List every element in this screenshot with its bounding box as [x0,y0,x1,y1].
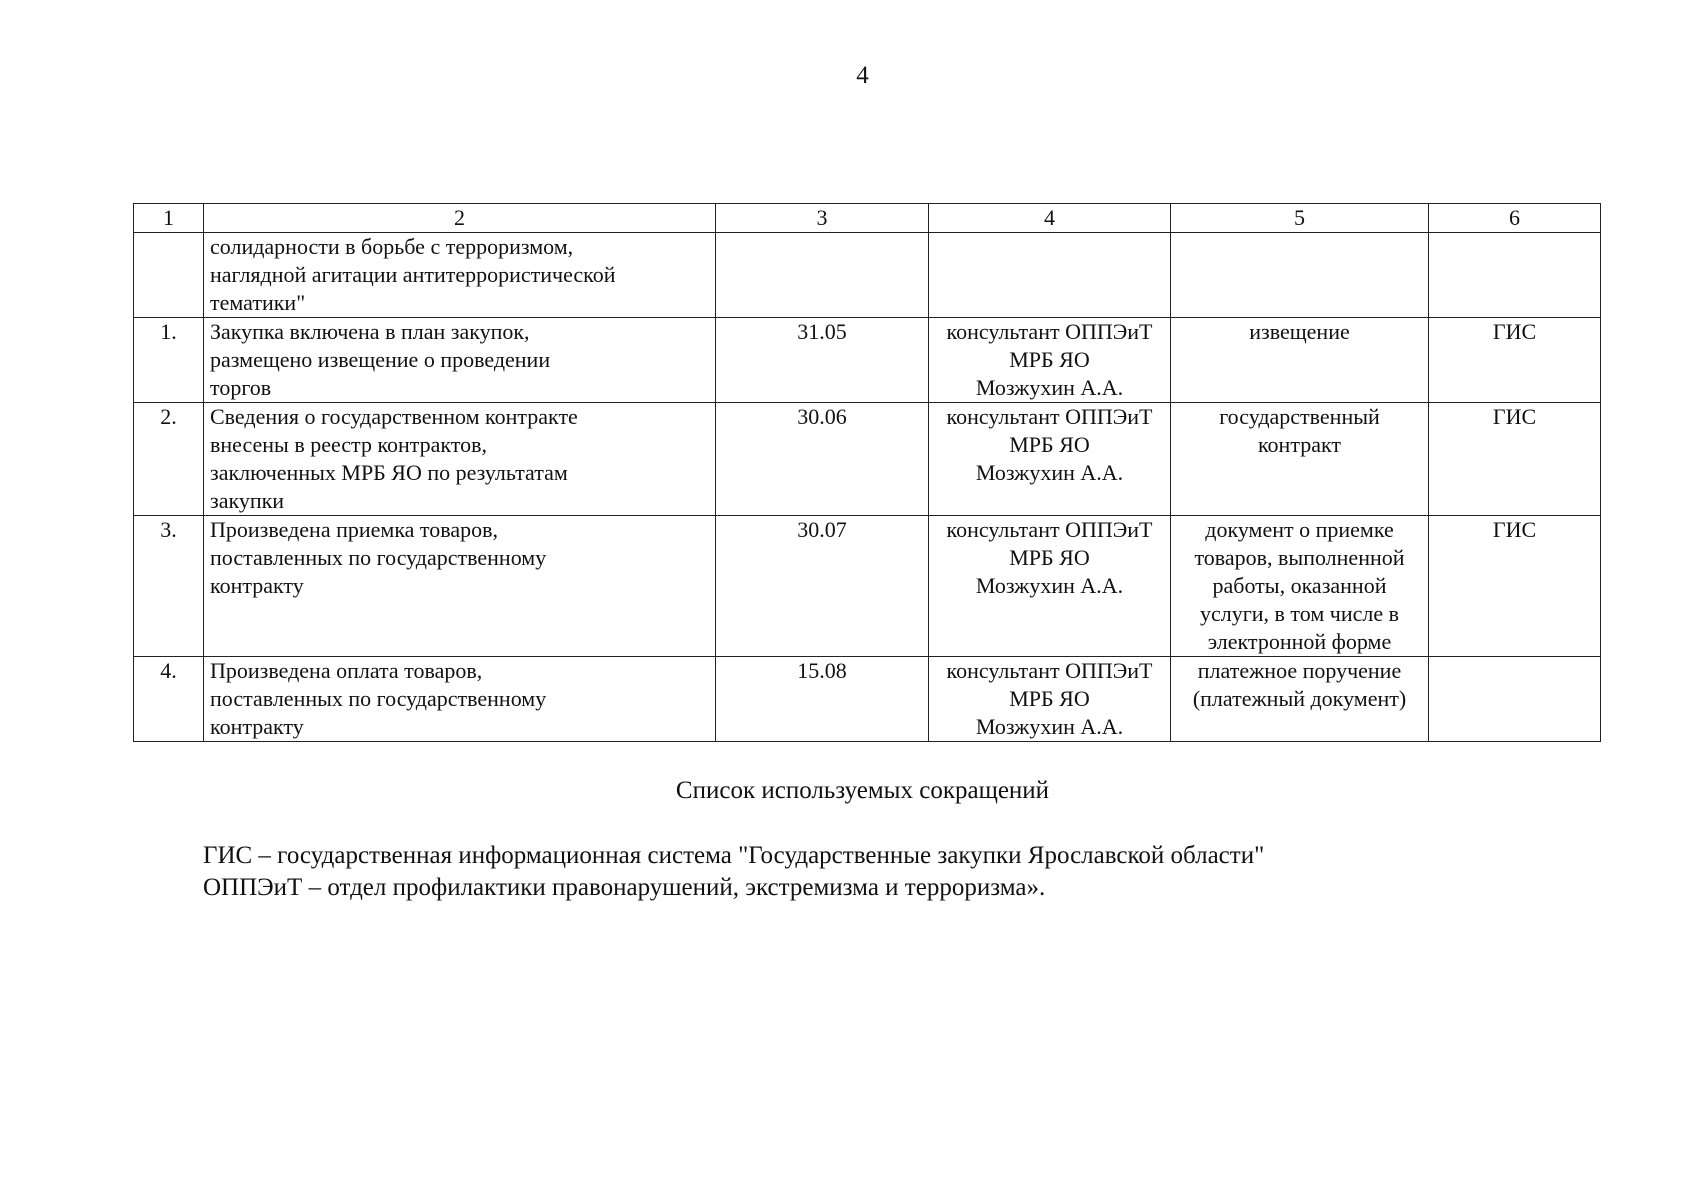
abbreviations-list [203,840,1603,904]
row-document: документ о приемке товаров, выполненной работы, оказанной услуги, в том числе в электронной форме [1171,516,1429,657]
row-description: Произведена приемка товаров, поставленных по государственному контракту [204,516,716,657]
table-header-cell: 1 [134,204,204,233]
row-number: 3. [134,516,204,657]
row-number: 4. [134,657,204,742]
row-date: 31.05 [716,318,929,403]
row-system [1429,233,1601,318]
table-row [134,657,1601,742]
row-document: платежное поручение (платежный документ) [1171,657,1429,742]
table-header-cell: 6 [1429,204,1601,233]
row-system: ГИС [1429,318,1601,403]
row-date: 15.08 [716,657,929,742]
row-number: 2. [134,403,204,516]
abbreviations-heading: Список используемых сокращений [675,777,1050,804]
table-row [134,516,1601,657]
table-row [134,403,1601,516]
plan-table [133,203,1601,742]
table-header-cell: 5 [1171,204,1429,233]
row-responsible: консультант ОППЭиТ МРБ ЯО Мозжухин А.А. [929,516,1171,657]
row-responsible: консультант ОППЭиТ МРБ ЯО Мозжухин А.А. [929,318,1171,403]
table-header-cell: 2 [204,204,716,233]
table-header-cell: 3 [716,204,929,233]
row-description: Произведена оплата товаров, поставленных по государственному контракту [204,657,716,742]
row-number: 1. [134,318,204,403]
page-number: 4 [856,62,869,89]
row-system: ГИС [1429,516,1601,657]
table-header-cell: 4 [929,204,1171,233]
row-date [716,233,929,318]
row-responsible [929,233,1171,318]
abbreviation-item: ОППЭиТ – отдел профилактики правонарушений, экстремизма и терроризма». [203,874,1046,901]
table-header-row [134,204,1601,233]
row-date: 30.07 [716,516,929,657]
table-row [134,318,1601,403]
row-description: солидарности в борьбе с терроризмом, наглядной агитации антитеррористической тематики" [204,233,716,318]
row-description: Сведения о государственном контракте внесены в реестр контрактов, заключенных МРБ ЯО по результатам закупки [204,403,716,516]
row-document: государственный контракт [1171,403,1429,516]
row-system: ГИС [1429,403,1601,516]
abbreviation-item: ГИС – государственная информационная система "Государственные закупки Ярославской области" [203,842,1265,869]
row-document [1171,233,1429,318]
table-row [134,233,1601,318]
row-description: Закупка включена в план закупок, размещено извещение о проведении торгов [204,318,716,403]
row-document: извещение [1171,318,1429,403]
row-responsible: консультант ОППЭиТ МРБ ЯО Мозжухин А.А. [929,403,1171,516]
row-date: 30.06 [716,403,929,516]
row-number [134,233,204,318]
row-responsible: консультант ОППЭиТ МРБ ЯО Мозжухин А.А. [929,657,1171,742]
row-system [1429,657,1601,742]
